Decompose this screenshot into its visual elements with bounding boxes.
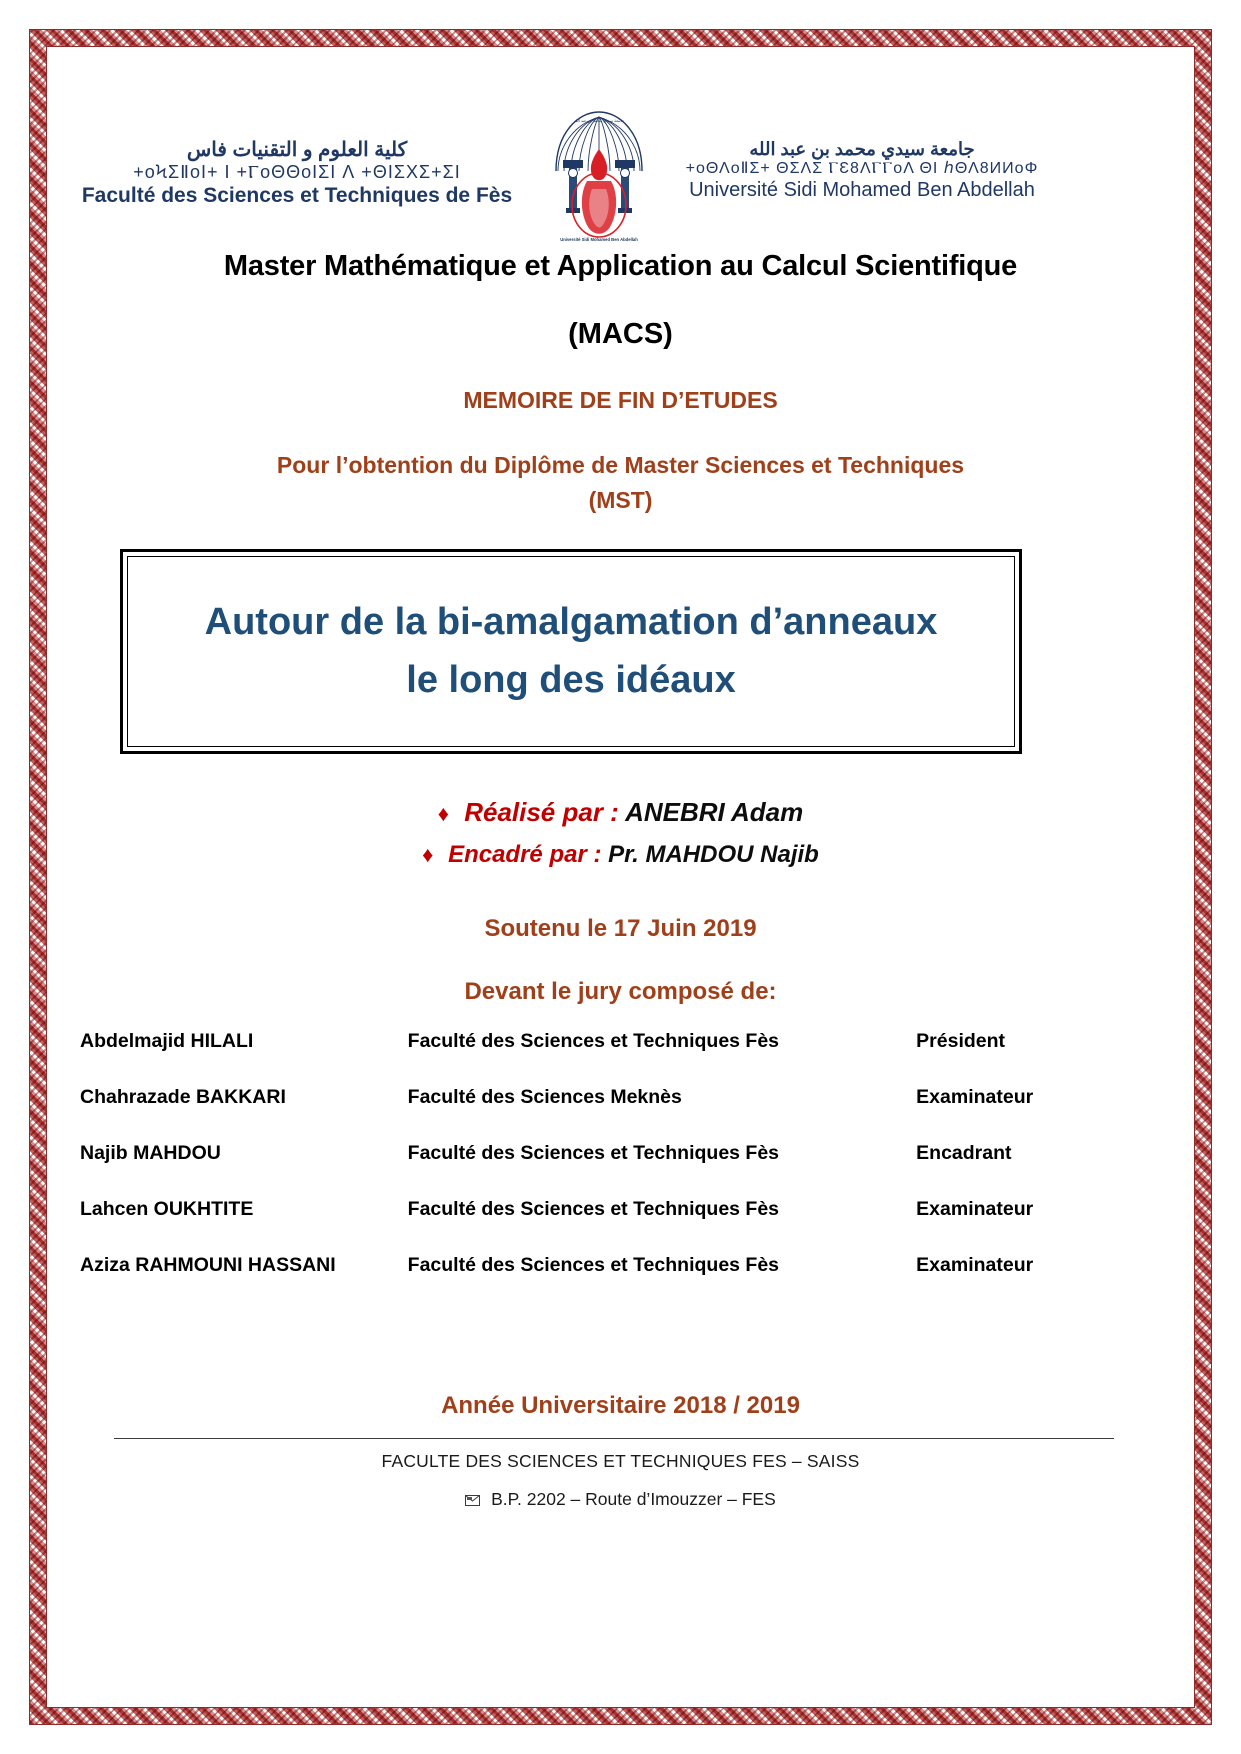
table-row xyxy=(72,1086,1172,1142)
faculty-name-arabic: كلية العلوم و التقنيات فاس xyxy=(186,139,408,161)
footer-address xyxy=(62,1489,1179,1511)
jury-member-role: Encadrant xyxy=(916,1142,1012,1164)
jury-member-name: Aziza RAHMOUNI HASSANI xyxy=(80,1254,336,1276)
university-name-tifinagh: +oΘΛoⅡΣ+ ΘΣΛΣ ⲄƐ8ΛⲄⲄoΛ ΘI ℎΘΛ8ИИoΦ xyxy=(685,160,1039,178)
table-row xyxy=(72,1254,1172,1310)
diploma-purpose xyxy=(62,448,1179,517)
envelope-icon xyxy=(465,1490,480,1511)
supervised-by-label: Encadré par : xyxy=(448,841,609,868)
university-name-arabic: جامعة سيدي محمد بن عبد الله xyxy=(749,139,975,159)
jury-member-institution: Faculté des Sciences Meknès xyxy=(407,1086,682,1108)
jury-member-role: Examinateur xyxy=(916,1198,1034,1220)
thesis-title-line2: le long des idéaux xyxy=(406,658,736,701)
jury-member-institution: Faculté des Sciences et Techniques Fès xyxy=(407,1142,780,1164)
jury-member-institution: Faculté des Sciences et Techniques Fès xyxy=(407,1254,780,1276)
jury-member-role: Examinateur xyxy=(916,1254,1034,1276)
jury-table xyxy=(72,1030,1172,1310)
jury-member-name: Chahrazade BAKKARI xyxy=(80,1086,286,1108)
realised-by-value: ANEBRI Adam xyxy=(625,797,804,827)
table-row xyxy=(72,1198,1172,1254)
jury-member-role: Président xyxy=(916,1030,1006,1052)
jury-member-institution: Faculté des Sciences et Techniques Fès xyxy=(407,1198,780,1220)
diploma-purpose-line1: Pour l’obtention du Diplôme de Master Sciences et Techniques xyxy=(276,452,965,478)
thesis-title-box-inner xyxy=(127,556,1015,747)
thesis-title-box xyxy=(120,549,1022,754)
supervised-by-value: Pr. MAHDOU Najib xyxy=(608,841,819,868)
footer-divider xyxy=(114,1438,1114,1439)
jury-member-name: Najib MAHDOU xyxy=(80,1142,221,1164)
jury-member-name: Abdelmajid HILALI xyxy=(80,1030,254,1052)
jury-member-role: Examinateur xyxy=(916,1086,1034,1108)
svg-text:جامعة سيدي محمد بن عبد الله: جامعة سيدي محمد بن عبد الله xyxy=(573,118,625,123)
document-type: MEMOIRE DE FIN D’ETUDES xyxy=(463,387,778,413)
jury-member-institution: Faculté des Sciences et Techniques Fès xyxy=(407,1030,780,1052)
footer-address-text: B.P. 2202 – Route d’Imouzzer – FES xyxy=(491,1489,776,1509)
academic-year: Année Universitaire 2018 / 2019 xyxy=(441,1392,800,1419)
page-content xyxy=(62,62,1179,1692)
table-row xyxy=(72,1142,1172,1198)
diamond-bullet-icon: ♦ xyxy=(422,842,434,867)
table-row xyxy=(72,1030,1172,1086)
university-logo-text xyxy=(662,139,1062,201)
author-realised-by xyxy=(62,797,1179,828)
faculty-logo-text xyxy=(72,139,522,207)
jury-member-name: Lahcen OUKHTITE xyxy=(80,1198,254,1220)
authors-block xyxy=(62,797,1179,882)
footer-institution: FACULTE DES SCIENCES ET TECHNIQUES FES – SAISS xyxy=(381,1451,860,1471)
thesis-title-line1: Autour de la bi-amalgamation d’anneaux xyxy=(204,600,938,643)
diamond-bullet-icon: ♦ xyxy=(437,801,449,826)
jury-heading: Devant le jury composé de: xyxy=(464,978,777,1005)
svg-text:Université Sidi Mohamed Ben Ab: Université Sidi Mohamed Ben Abdellah xyxy=(560,237,638,242)
program-title: Master Mathématique et Application au Calcul Scientifique xyxy=(223,250,1018,282)
faculty-name-tifinagh: +oϞΣⅡoI+ I +ⲄoΘΘoIΣI Ʌ +ΘIΣΧΣ+ΣI xyxy=(133,162,461,183)
realised-by-label: Réalisé par : xyxy=(464,797,626,827)
university-name-french: Université Sidi Mohamed Ben Abdellah xyxy=(689,179,1035,202)
institutional-header xyxy=(62,97,1179,267)
faculty-name-french: Faculté des Sciences et Techniques de Fès xyxy=(81,183,513,207)
program-acronym: (MACS) xyxy=(568,318,673,350)
diploma-purpose-line2: (MST) xyxy=(588,486,653,513)
thesis-title xyxy=(183,594,960,710)
university-seal-icon xyxy=(544,105,654,250)
author-supervised-by xyxy=(62,841,1179,869)
defense-date: Soutenu le 17 Juin 2019 xyxy=(484,915,757,942)
